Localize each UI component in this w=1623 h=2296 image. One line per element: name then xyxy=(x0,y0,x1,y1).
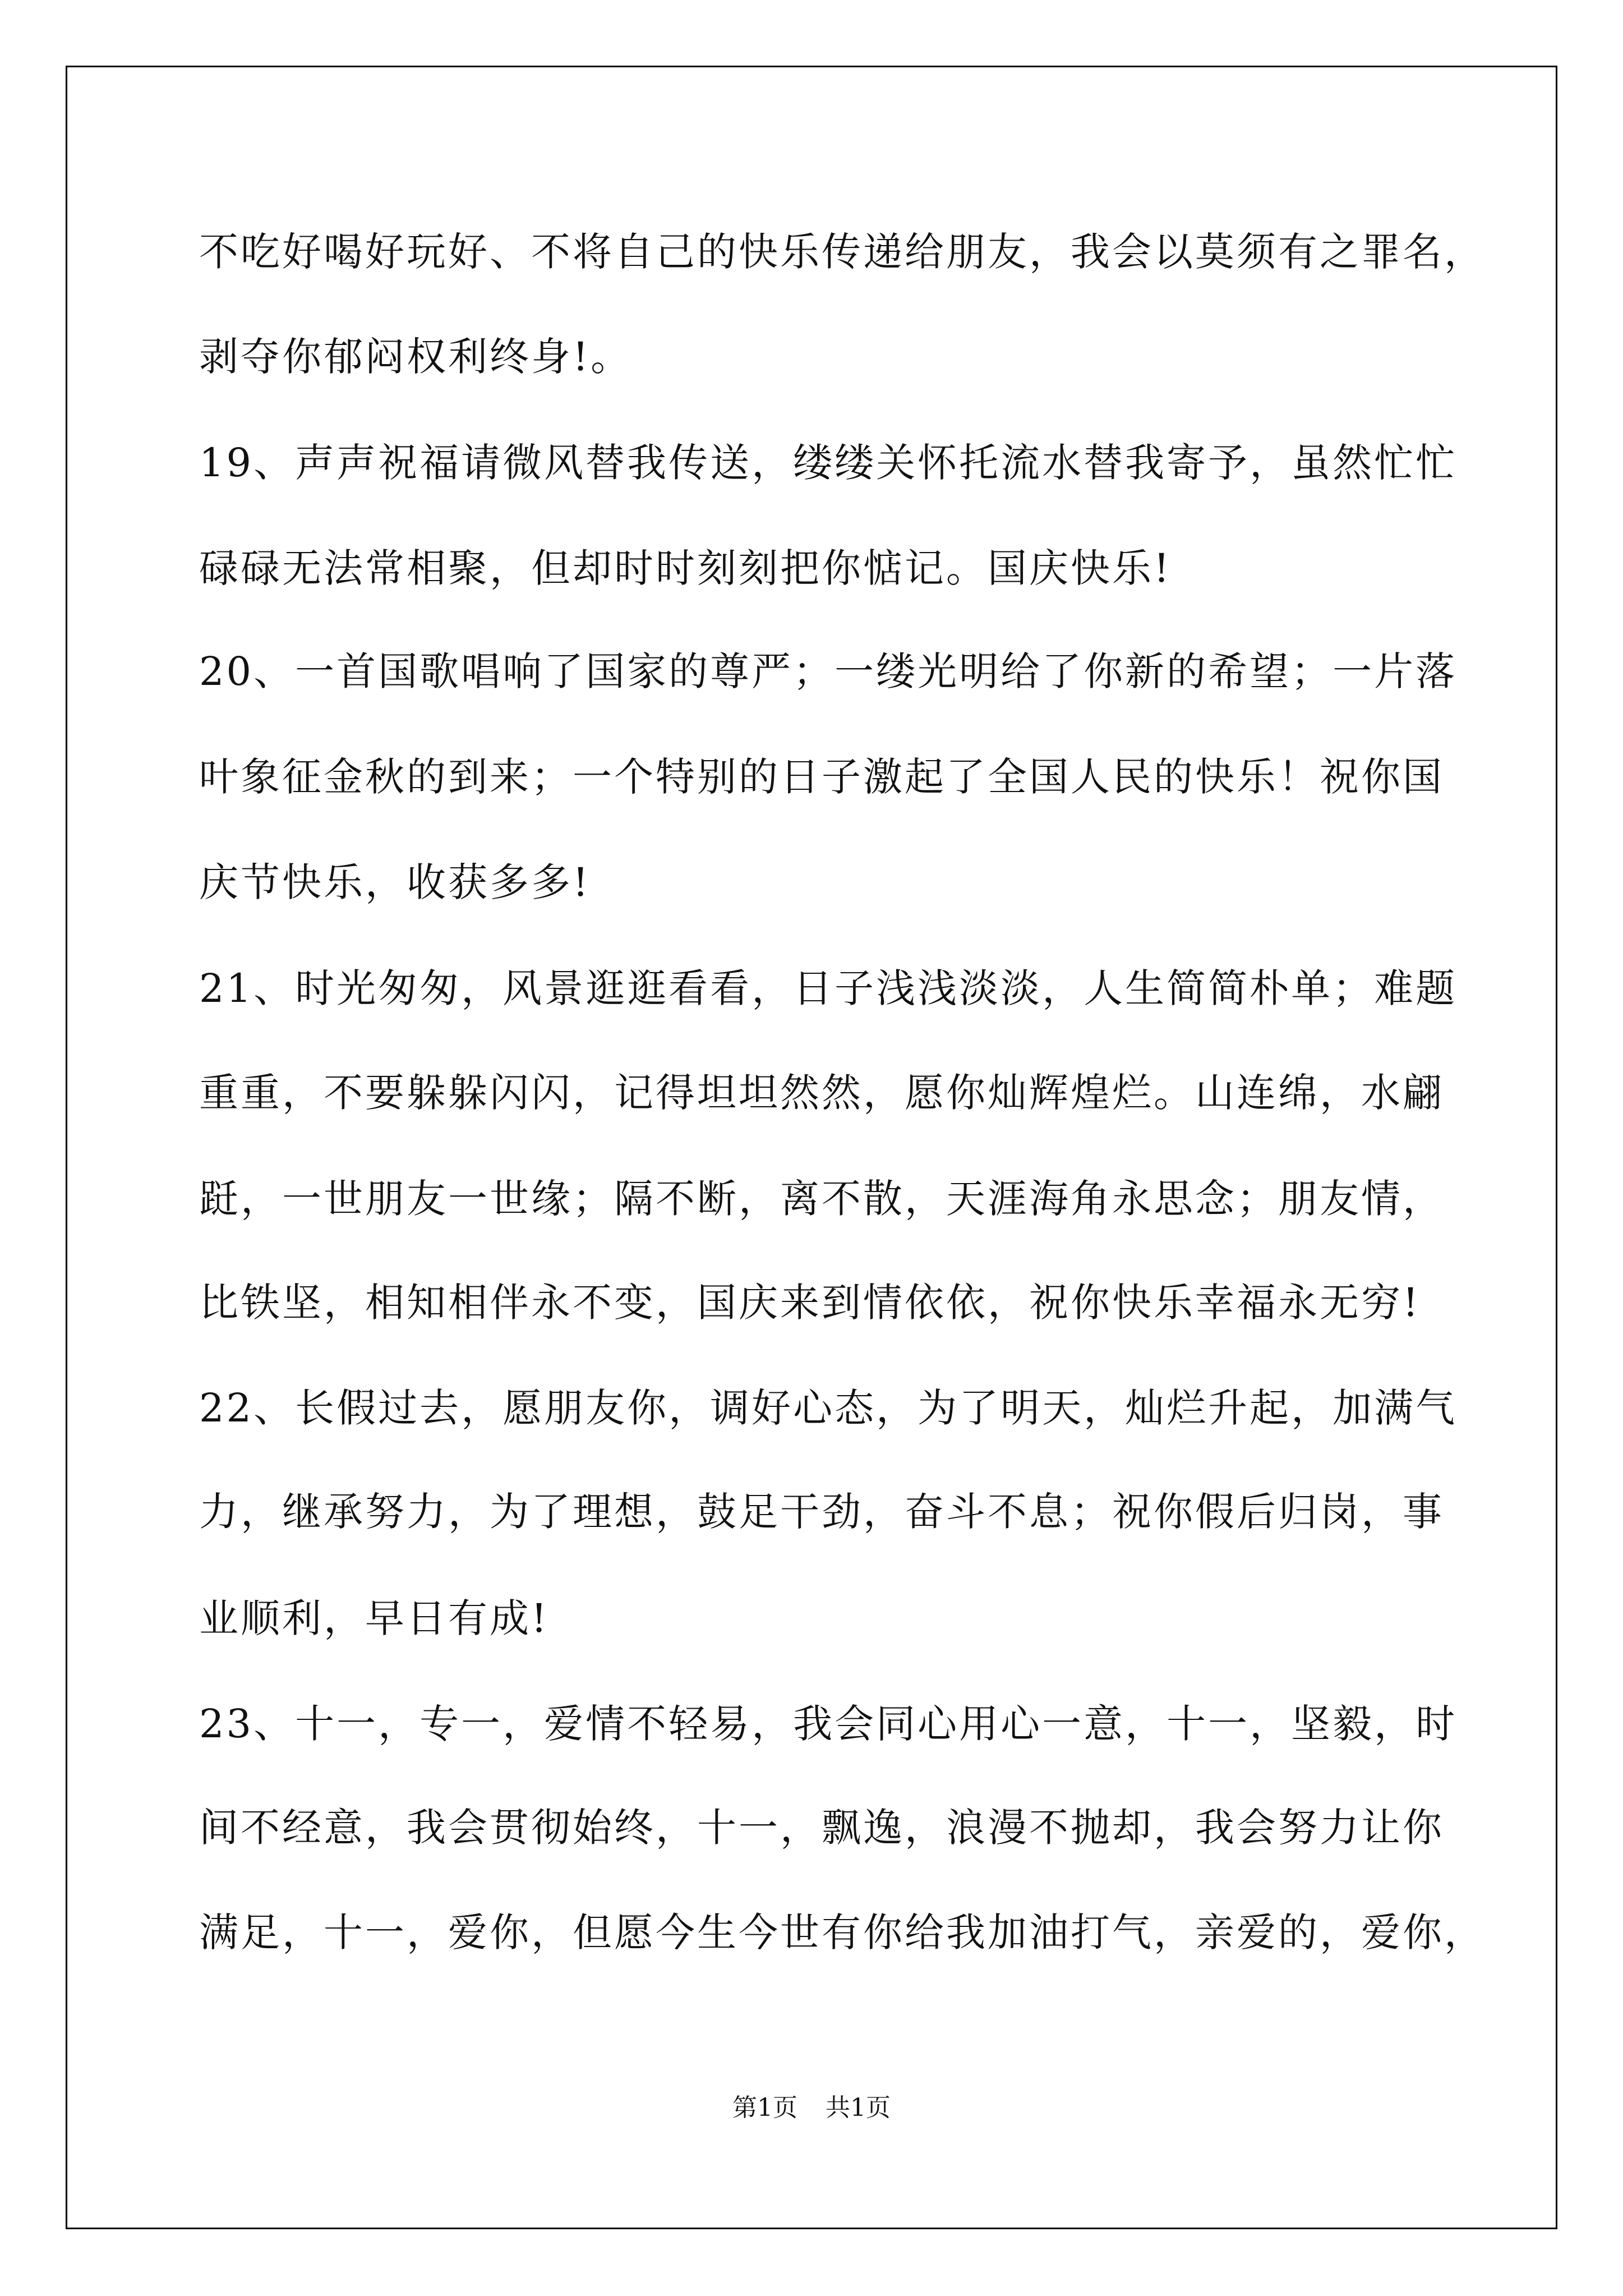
text-line: 庆节快乐，收获多多! xyxy=(199,859,591,905)
text-line: 比铁坚，相知相伴永不变，国庆来到情依依，祝你快乐幸福永无穷! xyxy=(199,1280,1421,1326)
page-total: 共1页 xyxy=(826,2093,891,2122)
text-line: 跹，一世朋友一世缘；隔不断，离不散，天涯海角永思念；朋友情， xyxy=(199,1176,1444,1222)
text-line: 22、长假过去，愿朋友你，调好心态，为了明天，灿烂升起，加满气 xyxy=(199,1385,1458,1431)
text-line: 19、声声祝福请微风替我传送，缕缕关怀托流水替我寄予，虽然忙忙 xyxy=(199,440,1458,486)
text-line: 20、一首国歌唱响了国家的尊严；一缕光明给了你新的希望；一片落 xyxy=(199,648,1458,694)
page-border xyxy=(66,66,1557,2229)
text-line: 满足，十一，爱你，但愿今生今世有你给我加油打气，亲爱的，爱你， xyxy=(199,1910,1486,1955)
text-line: 碌碌无法常相聚，但却时时刻刻把你惦记。国庆快乐! xyxy=(199,545,1172,591)
text-line: 力，继承努力，为了理想，鼓足干劲，奋斗不息；祝你假后归岗，事 xyxy=(199,1489,1444,1535)
text-line: 叶象征金秋的到来；一个特别的日子激起了全国人民的快乐！祝你国 xyxy=(199,754,1444,800)
text-line: 业顺利，早日有成! xyxy=(199,1595,550,1641)
text-line: 不吃好喝好玩好、不将自己的快乐传递给朋友，我会以莫须有之罪名， xyxy=(199,229,1486,275)
page-number: 第1页 xyxy=(732,2093,797,2122)
text-line: 间不经意，我会贯彻始终，十一，飘逸，浪漫不抛却，我会努力让你 xyxy=(199,1805,1444,1851)
text-line: 剥夺你郁闷权利终身!。 xyxy=(199,334,633,380)
text-line: 重重，不要躲躲闪闪，记得坦坦然然，愿你灿辉煌烂。山连绵，水翩 xyxy=(199,1070,1444,1116)
text-line: 23、十一，专一，爱情不轻易，我会同心用心一意，十一，坚毅，时 xyxy=(199,1701,1458,1747)
page-footer xyxy=(0,2091,1623,2125)
text-line: 21、时光匆匆，风景逛逛看看，日子浅浅淡淡，人生简简朴单；难题 xyxy=(199,965,1458,1011)
